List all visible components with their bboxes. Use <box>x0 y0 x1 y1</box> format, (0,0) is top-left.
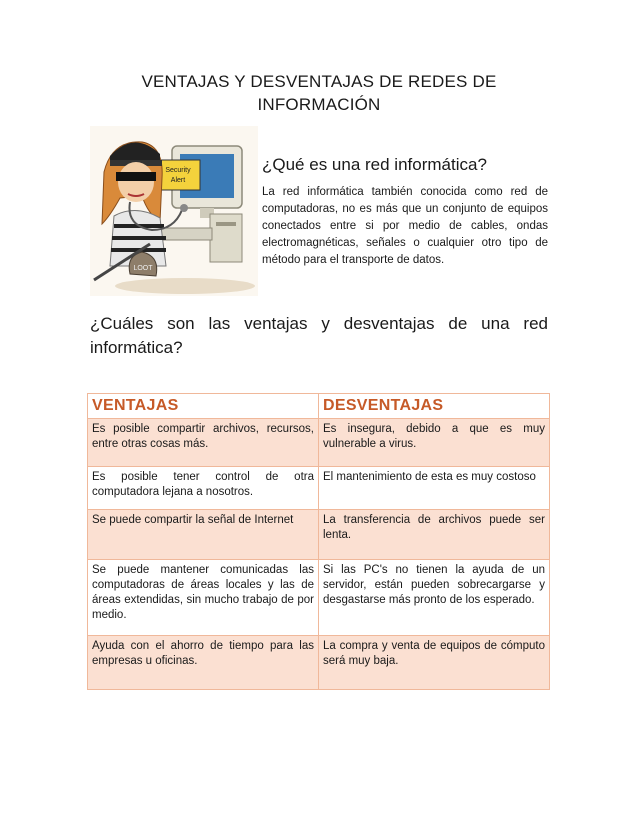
table-row <box>88 636 550 690</box>
svg-text:Alert: Alert <box>170 177 186 184</box>
table-row <box>88 560 550 636</box>
disadvantage-cell: El mantenimiento de esta es muy costoso <box>319 467 550 510</box>
sign-label: Security <box>165 167 191 174</box>
question-advantages-disadvantages: ¿Cuáles son las ventajas y desventajas de una red informática? <box>90 314 548 357</box>
disadvantage-cell: Es insegura, debido a que es muy vulnerable a virus. <box>319 419 550 467</box>
table-row <box>88 510 550 560</box>
bag-label: LOOT <box>133 265 153 272</box>
advantage-cell: Es posible compartir archivos, recursos, entre otras cosas más. <box>88 419 319 467</box>
header-desventajas: DESVENTAJAS <box>319 394 550 419</box>
document-title: VENTAJAS Y DESVENTAJAS DE REDES DE INFORMACIÓN <box>141 72 497 114</box>
table-row <box>88 419 550 467</box>
table-header-row <box>88 394 550 419</box>
disadvantage-cell: La compra y venta de equipos de cómputo será muy baja. <box>319 636 550 690</box>
hacker-computer-icon <box>90 126 258 296</box>
definition-paragraph: La red informática también conocida como red de computadoras, no es más que un conjunto de equipos conectados entre si por medio de cables, ondas electromagnéticas, señales o cualquier otro tipo de método para el transporte de datos. <box>262 186 548 266</box>
header-ventajas: VENTAJAS <box>88 394 319 419</box>
question-what-is-network: ¿Qué es una red informática? <box>262 155 487 174</box>
advantage-cell: Se puede mantener comunicadas las computadoras de áreas locales y las de áreas extendidas, sin mucho trabajo de por medio. <box>88 560 319 636</box>
advantage-cell: Se puede compartir la señal de Internet <box>88 510 319 560</box>
advantage-cell: Ayuda con el ahorro de tiempo para las empresas u oficinas. <box>88 636 319 690</box>
disadvantage-cell: Si las PC's no tienen la ayuda de un servidor, están pueden sobrecargarse y desgastarse más pronto de los esperado. <box>319 560 550 636</box>
hacker-illustration <box>90 126 258 296</box>
disadvantage-cell: La transferencia de archivos puede ser lenta. <box>319 510 550 560</box>
table-row <box>88 467 550 510</box>
advantages-disadvantages-table <box>87 393 550 690</box>
advantage-cell: Es posible tener control de otra computadora lejana a nosotros. <box>88 467 319 510</box>
